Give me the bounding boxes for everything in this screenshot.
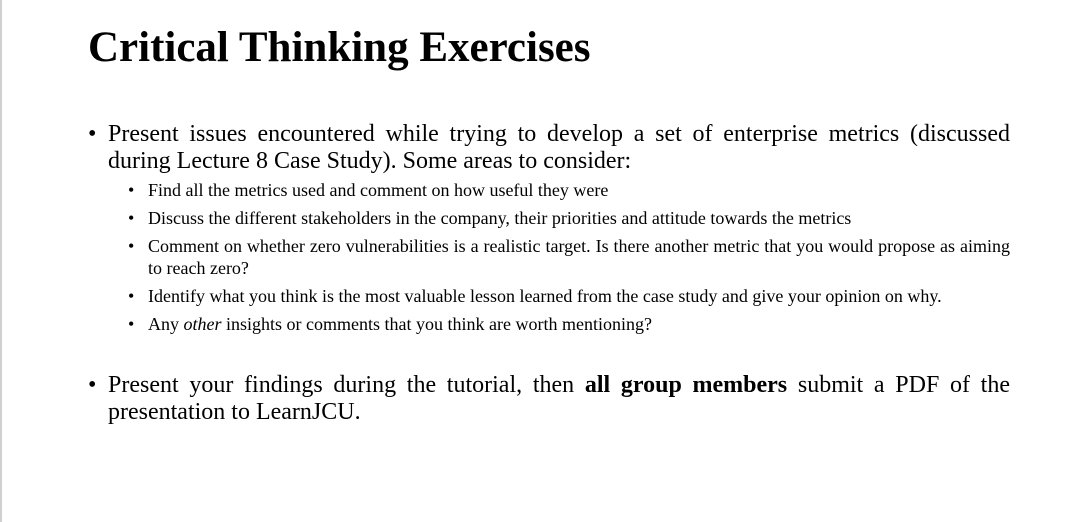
sub-bullet-item: • Find all the metrics used and comment on how useful they were bbox=[128, 179, 1010, 201]
bullet-item-2 bbox=[88, 372, 1010, 426]
slide-title: Critical Thinking Exercises bbox=[88, 24, 591, 71]
sub-bullet-item bbox=[128, 313, 1010, 335]
sub-bullet-list bbox=[108, 179, 1010, 335]
sub-bullet-item: • Identify what you think is the most valuable lesson learned from the case study and give your opinion on why. bbox=[128, 285, 1010, 307]
bullet-text: submit a PDF of the presentation to LearnJCU. bbox=[108, 372, 1011, 425]
sub-bullet-text: Any bbox=[148, 314, 179, 334]
sub-bullet-text: insights or comments that you think are worth mentioning? bbox=[226, 314, 652, 334]
bullet-text: Present issues encountered while trying to develop a set of enterprise metrics (discussed during Lecture 8 Case Study). Some areas to consider: bbox=[108, 121, 1010, 174]
bold-phrase: all group members bbox=[584, 372, 788, 398]
bullet-item-1 bbox=[88, 121, 1010, 335]
bullet-text: Present your findings during the tutorial, then bbox=[108, 372, 575, 398]
main-bullet-list bbox=[88, 121, 1010, 426]
sub-bullet-item: • Discuss the different stakeholders in the company, their priorities and attitude towards the metrics bbox=[128, 207, 1010, 229]
slide-body bbox=[88, 121, 1010, 426]
emphasized-word: other bbox=[183, 314, 222, 334]
sub-bullet-item: • Comment on whether zero vulnerabilities is a realistic target. Is there another metric that you would propose as aiming to reach zero? bbox=[128, 235, 1010, 279]
